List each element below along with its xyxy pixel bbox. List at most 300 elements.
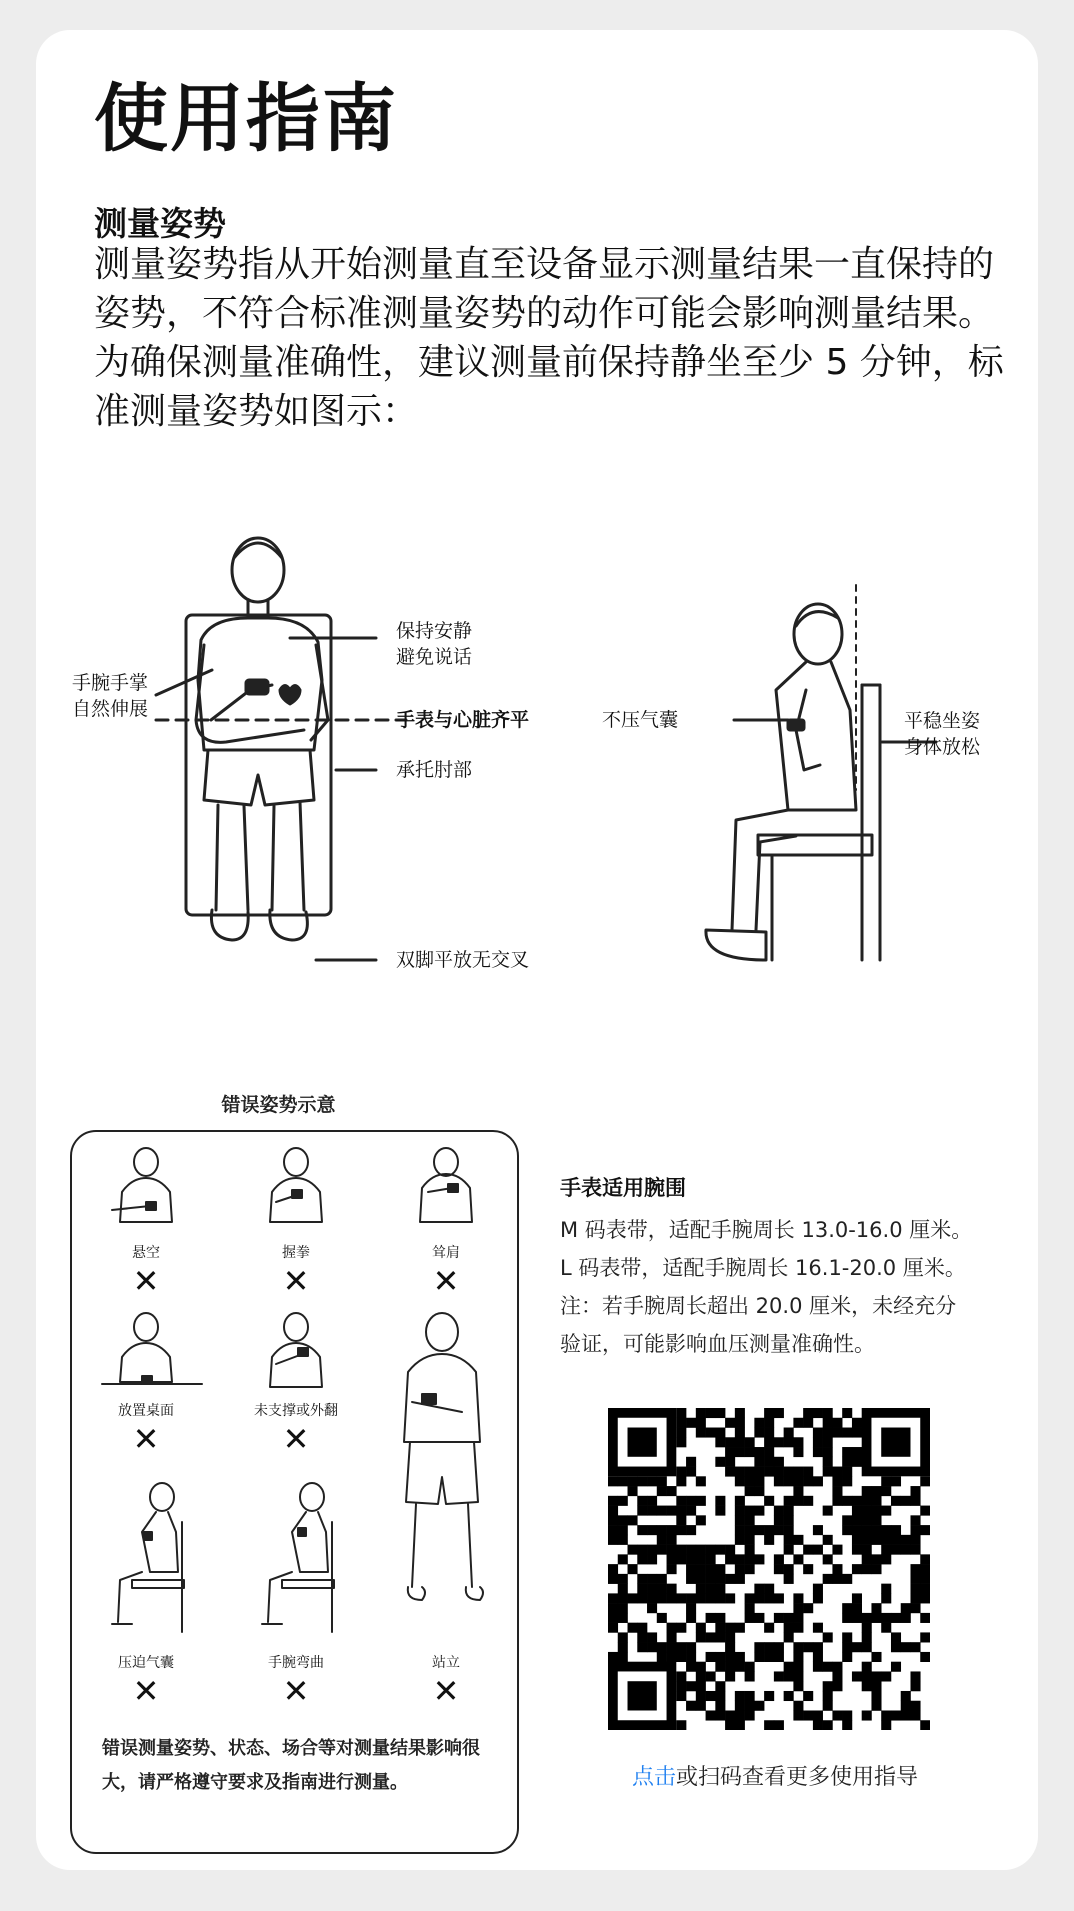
qr-module	[823, 1506, 833, 1516]
wrong-label-press-airbag: 压迫气囊	[118, 1655, 174, 1671]
qr-module	[735, 1574, 745, 1584]
qr-module	[852, 1515, 862, 1525]
qr-module	[852, 1642, 862, 1652]
qr-module	[725, 1545, 735, 1555]
qr-module	[832, 1564, 842, 1574]
qr-module	[910, 1515, 920, 1525]
qr-module	[803, 1476, 813, 1486]
qr-caption	[610, 1760, 940, 1791]
qr-module	[754, 1476, 764, 1486]
qr-module	[793, 1554, 803, 1564]
qr-module	[881, 1486, 891, 1496]
qr-module	[901, 1496, 911, 1506]
wrong-label-shrug: 耸肩	[432, 1245, 460, 1261]
qr-module	[754, 1486, 764, 1496]
qr-module	[823, 1408, 833, 1418]
qr-module	[862, 1486, 872, 1496]
qr-module	[725, 1437, 735, 1447]
qr-module	[793, 1642, 803, 1652]
qr-module	[891, 1525, 901, 1535]
qr-module	[657, 1486, 667, 1496]
qr-module	[676, 1408, 686, 1418]
qr-module	[784, 1632, 794, 1642]
qr-module	[628, 1486, 638, 1496]
qr-module	[910, 1535, 920, 1545]
qr-module	[881, 1593, 891, 1603]
heart-icon	[280, 686, 300, 705]
qr-module	[657, 1593, 667, 1603]
qr-module	[901, 1710, 911, 1720]
watch-side	[788, 720, 804, 730]
qr-module	[706, 1593, 716, 1603]
qr-module	[725, 1632, 735, 1642]
qr-module	[764, 1408, 774, 1418]
qr-module	[608, 1564, 618, 1574]
band-fit-title: 手表适用腕围	[560, 1176, 686, 1200]
qr-module	[784, 1623, 794, 1633]
wrong-figure-fist	[270, 1148, 322, 1222]
qr-module	[647, 1642, 657, 1652]
qr-module	[881, 1613, 891, 1623]
qr-module	[608, 1506, 618, 1516]
qr-module	[725, 1720, 735, 1730]
qr-module	[637, 1496, 647, 1506]
wrong-figure-wrist-bent	[262, 1483, 334, 1632]
qr-module	[823, 1418, 833, 1428]
qr-module	[735, 1447, 745, 1457]
qr-module	[754, 1701, 764, 1711]
qr-module	[715, 1652, 725, 1662]
qr-module	[842, 1408, 852, 1418]
qr-module	[842, 1496, 852, 1506]
qr-module	[676, 1642, 686, 1652]
qr-module	[706, 1428, 716, 1438]
qr-module	[901, 1603, 911, 1613]
qr-module	[832, 1681, 842, 1691]
qr-module	[667, 1564, 677, 1574]
qr-module	[715, 1496, 725, 1506]
qr-module	[618, 1652, 628, 1662]
qr-module	[754, 1554, 764, 1564]
qr-module	[813, 1428, 823, 1438]
qr-module	[832, 1710, 842, 1720]
qr-module	[784, 1535, 794, 1545]
qr-module	[628, 1564, 638, 1574]
qr-module	[764, 1467, 774, 1477]
qr-module	[784, 1515, 794, 1525]
qr-module	[618, 1476, 628, 1486]
qr-module	[774, 1613, 784, 1623]
qr-module	[637, 1623, 647, 1633]
qr-module	[793, 1662, 803, 1672]
qr-module	[754, 1642, 764, 1652]
qr-module	[832, 1574, 842, 1584]
qr-module	[871, 1701, 881, 1711]
qr-module	[891, 1613, 901, 1623]
qr-module	[608, 1623, 618, 1633]
qr-module	[881, 1535, 891, 1545]
qr-module	[715, 1632, 725, 1642]
qr-module	[793, 1535, 803, 1545]
band-fit-note-2: 验证，可能影响血压测量准确性。	[560, 1332, 875, 1356]
qr-module	[618, 1632, 628, 1642]
qr-module	[852, 1545, 862, 1555]
qr-module	[696, 1496, 706, 1506]
qr-module	[637, 1545, 647, 1555]
qr-module	[686, 1418, 696, 1428]
qr-module	[901, 1691, 911, 1701]
qr-module	[686, 1642, 696, 1652]
qr-module	[686, 1467, 696, 1477]
qr-module	[618, 1496, 628, 1506]
qr-module	[823, 1554, 833, 1564]
qr-module	[647, 1545, 657, 1555]
wrong-mark-icon: ✕	[432, 1672, 460, 1710]
qr-module	[832, 1467, 842, 1477]
qr-module	[852, 1613, 862, 1623]
qr-module	[842, 1613, 852, 1623]
qr-module	[657, 1574, 667, 1584]
qr-module	[735, 1554, 745, 1564]
qr-module	[862, 1671, 872, 1681]
qr-module	[871, 1652, 881, 1662]
qr-module	[881, 1476, 891, 1486]
qr-module	[696, 1428, 706, 1438]
wrong-label-wrist-bent: 手腕弯曲	[268, 1655, 324, 1671]
qr-module	[842, 1467, 852, 1477]
qr-module	[803, 1418, 813, 1428]
qr-module	[608, 1496, 618, 1506]
wrong-postures-box	[70, 1130, 519, 1854]
qr-module	[637, 1506, 647, 1516]
qr-module	[920, 1584, 930, 1594]
qr-module	[637, 1642, 647, 1652]
qr-module	[793, 1623, 803, 1633]
qr-module	[881, 1554, 891, 1564]
qr-module	[774, 1671, 784, 1681]
qr-module	[667, 1652, 677, 1662]
qr-module	[745, 1437, 755, 1447]
qr-module	[920, 1593, 930, 1603]
qr-module	[813, 1545, 823, 1555]
qr-module	[764, 1437, 774, 1447]
qr-code[interactable]	[608, 1408, 930, 1730]
wrong-postures-caption: 错误姿势示意	[221, 1094, 336, 1116]
qr-module	[823, 1447, 833, 1457]
qr-module	[871, 1554, 881, 1564]
front-person-head	[232, 538, 284, 602]
wrong-mark-icon: ✕	[132, 1262, 160, 1300]
qr-module	[647, 1593, 657, 1603]
qr-module	[745, 1476, 755, 1486]
label-palm-2: 自然伸展	[72, 698, 149, 720]
band-fit-line-l: L 码表带，适配手腕周长 16.1-20.0 厘米。	[560, 1256, 966, 1280]
qr-module	[706, 1671, 716, 1681]
qr-module	[871, 1535, 881, 1545]
qr-module	[910, 1564, 920, 1574]
qr-module	[832, 1418, 842, 1428]
qr-module	[657, 1506, 667, 1516]
qr-module	[618, 1613, 628, 1623]
qr-module	[735, 1467, 745, 1477]
qr-module	[657, 1535, 667, 1545]
qr-module	[803, 1642, 813, 1652]
qr-module	[745, 1506, 755, 1516]
qr-module	[618, 1535, 628, 1545]
qr-module	[647, 1525, 657, 1535]
qr-module	[764, 1593, 774, 1603]
qr-module	[706, 1408, 716, 1418]
qr-module	[706, 1710, 716, 1720]
band-fit-note-1: 注：若手腕周长超出 20.0 厘米，未经充分	[560, 1294, 957, 1318]
qr-module	[667, 1535, 677, 1545]
qr-module	[784, 1496, 794, 1506]
qr-module	[774, 1437, 784, 1447]
qr-module	[745, 1535, 755, 1545]
qr-module	[696, 1408, 706, 1418]
label-feet-flat: 双脚平放无交叉	[396, 949, 530, 971]
qr-module	[715, 1408, 725, 1418]
qr-module	[686, 1564, 696, 1574]
qr-module	[686, 1574, 696, 1584]
qr-module	[764, 1457, 774, 1467]
qr-module	[735, 1525, 745, 1535]
qr-module	[784, 1564, 794, 1574]
qr-module	[618, 1554, 628, 1564]
qr-module	[618, 1574, 628, 1584]
qr-module	[920, 1574, 930, 1584]
qr-module	[608, 1652, 618, 1662]
qr-module	[793, 1496, 803, 1506]
qr-module	[793, 1437, 803, 1447]
qr-module	[793, 1710, 803, 1720]
qr-module	[725, 1642, 735, 1652]
qr-module	[735, 1720, 745, 1730]
qr-module	[784, 1574, 794, 1584]
qr-module	[813, 1584, 823, 1594]
qr-module	[706, 1632, 716, 1642]
qr-module	[628, 1545, 638, 1555]
qr-module	[823, 1720, 833, 1730]
qr-module	[764, 1652, 774, 1662]
qr-module	[803, 1603, 813, 1613]
qr-module	[920, 1476, 930, 1486]
wrong-postures-note: 错误测量姿势、状态、场合等对测量结果影响很大，请严格遵守要求及指南进行测量。	[102, 1738, 480, 1793]
qr-module	[901, 1545, 911, 1555]
qr-module	[754, 1584, 764, 1594]
qr-module	[784, 1691, 794, 1701]
label-palm-1: 手腕手掌	[72, 672, 149, 694]
qr-module	[813, 1593, 823, 1603]
qr-module	[676, 1652, 686, 1662]
wrong-figure-standing	[404, 1313, 483, 1600]
qr-module	[832, 1428, 842, 1438]
qr-module	[891, 1632, 901, 1642]
qr-module	[910, 1671, 920, 1681]
qr-module	[774, 1652, 784, 1662]
qr-module	[696, 1584, 706, 1594]
qr-module	[823, 1467, 833, 1477]
qr-module	[608, 1515, 618, 1525]
qr-module	[745, 1710, 755, 1720]
qr-module	[832, 1476, 842, 1486]
qr-module	[725, 1574, 735, 1584]
qr-module	[852, 1447, 862, 1457]
qr-module	[715, 1428, 725, 1438]
qr-module	[891, 1496, 901, 1506]
qr-module	[803, 1564, 813, 1574]
qr-module	[628, 1623, 638, 1633]
wrong-label-hanging: 悬空	[132, 1245, 160, 1261]
qr-module	[881, 1671, 891, 1681]
qr-module	[657, 1476, 667, 1486]
qr-module	[842, 1642, 852, 1652]
qr-module	[754, 1418, 764, 1428]
qr-module	[852, 1506, 862, 1516]
qr-module	[696, 1574, 706, 1584]
qr-module	[637, 1584, 647, 1594]
qr-click-link[interactable]: 点击	[631, 1765, 676, 1790]
qr-module	[754, 1525, 764, 1535]
qr-module	[823, 1535, 833, 1545]
qr-module	[618, 1525, 628, 1535]
qr-module	[667, 1593, 677, 1603]
qr-module	[647, 1506, 657, 1516]
wrong-figure-shrug	[420, 1148, 472, 1222]
qr-module	[852, 1418, 862, 1428]
qr-module	[745, 1593, 755, 1603]
qr-module	[696, 1564, 706, 1574]
qr-module	[745, 1515, 755, 1525]
qr-module	[813, 1408, 823, 1418]
qr-module	[608, 1603, 618, 1613]
qr-module	[881, 1545, 891, 1555]
qr-module	[754, 1447, 764, 1457]
qr-module	[852, 1593, 862, 1603]
qr-module	[774, 1564, 784, 1574]
qr-module	[862, 1613, 872, 1623]
qr-module	[637, 1632, 647, 1642]
qr-module	[832, 1671, 842, 1681]
label-steady-sit-2: 身体放松	[904, 736, 981, 758]
qr-module	[618, 1593, 628, 1603]
qr-module	[686, 1593, 696, 1603]
qr-module	[764, 1418, 774, 1428]
qr-module	[754, 1652, 764, 1662]
qr-module	[745, 1486, 755, 1496]
qr-module	[735, 1408, 745, 1418]
qr-module	[725, 1593, 735, 1603]
qr-module	[676, 1554, 686, 1564]
qr-module	[725, 1467, 735, 1477]
qr-module	[793, 1652, 803, 1662]
qr-module	[852, 1457, 862, 1467]
qr-module	[891, 1535, 901, 1545]
qr-module	[920, 1652, 930, 1662]
qr-module	[862, 1515, 872, 1525]
wrong-mark-icon: ✕	[132, 1672, 160, 1710]
qr-module	[696, 1681, 706, 1691]
qr-module	[920, 1525, 930, 1535]
qr-module	[676, 1593, 686, 1603]
qr-module	[774, 1457, 784, 1467]
qr-module	[764, 1642, 774, 1652]
qr-module	[774, 1476, 784, 1486]
qr-module	[813, 1437, 823, 1447]
qr-module	[813, 1652, 823, 1662]
qr-module	[735, 1564, 745, 1574]
qr-module	[862, 1506, 872, 1516]
qr-module	[676, 1496, 686, 1506]
qr-module	[696, 1691, 706, 1701]
qr-module	[667, 1554, 677, 1564]
qr-module	[754, 1467, 764, 1477]
qr-module	[871, 1691, 881, 1701]
qr-module	[852, 1564, 862, 1574]
qr-module	[647, 1574, 657, 1584]
qr-module	[676, 1506, 686, 1516]
qr-module	[784, 1545, 794, 1555]
qr-module	[686, 1554, 696, 1564]
qr-module	[803, 1545, 813, 1555]
qr-module	[657, 1613, 667, 1623]
qr-module	[745, 1613, 755, 1623]
qr-module	[667, 1525, 677, 1535]
qr-module	[784, 1437, 794, 1447]
qr-module	[647, 1496, 657, 1506]
qr-module	[910, 1681, 920, 1691]
qr-module	[832, 1486, 842, 1496]
qr-module	[735, 1418, 745, 1428]
qr-module	[608, 1535, 618, 1545]
qr-module	[842, 1476, 852, 1486]
qr-module	[715, 1457, 725, 1467]
qr-module	[793, 1701, 803, 1711]
qr-module	[774, 1525, 784, 1535]
qr-module	[803, 1691, 813, 1701]
qr-module	[696, 1554, 706, 1564]
qr-module	[891, 1476, 901, 1486]
qr-module	[715, 1593, 725, 1603]
wrong-label-fist: 握拳	[282, 1245, 310, 1261]
qr-module	[706, 1652, 716, 1662]
section-heading: 测量姿势	[94, 204, 226, 243]
qr-module	[706, 1584, 716, 1594]
qr-module	[628, 1593, 638, 1603]
qr-module	[784, 1428, 794, 1438]
qr-finder	[881, 1428, 910, 1457]
qr-module	[608, 1593, 618, 1603]
qr-module	[823, 1574, 833, 1584]
qr-module	[784, 1671, 794, 1681]
qr-module	[647, 1603, 657, 1613]
qr-module	[823, 1681, 833, 1691]
qr-module	[764, 1691, 774, 1701]
qr-module	[745, 1564, 755, 1574]
label-support-elbow: 承托肘部	[396, 759, 473, 781]
intro-text: 测量姿势指从开始测量直至设备显示测量结果一直保持的姿势，不符合标准测量姿势的动作可能会影响测量结果。为确保测量准确性，建议测量前保持静坐至少 5 分钟，标准测量姿势如图示：	[94, 244, 1004, 432]
qr-module	[618, 1584, 628, 1594]
qr-module	[667, 1632, 677, 1642]
qr-module	[832, 1545, 842, 1555]
qr-module	[686, 1652, 696, 1662]
qr-module	[735, 1535, 745, 1545]
qr-module	[910, 1496, 920, 1506]
qr-module	[715, 1691, 725, 1701]
page-title: 使用指南	[94, 76, 398, 162]
band-fit-line-m: M 码表带，适配手腕周长 13.0-16.0 厘米。	[560, 1218, 973, 1242]
guide-card	[36, 30, 1038, 1870]
